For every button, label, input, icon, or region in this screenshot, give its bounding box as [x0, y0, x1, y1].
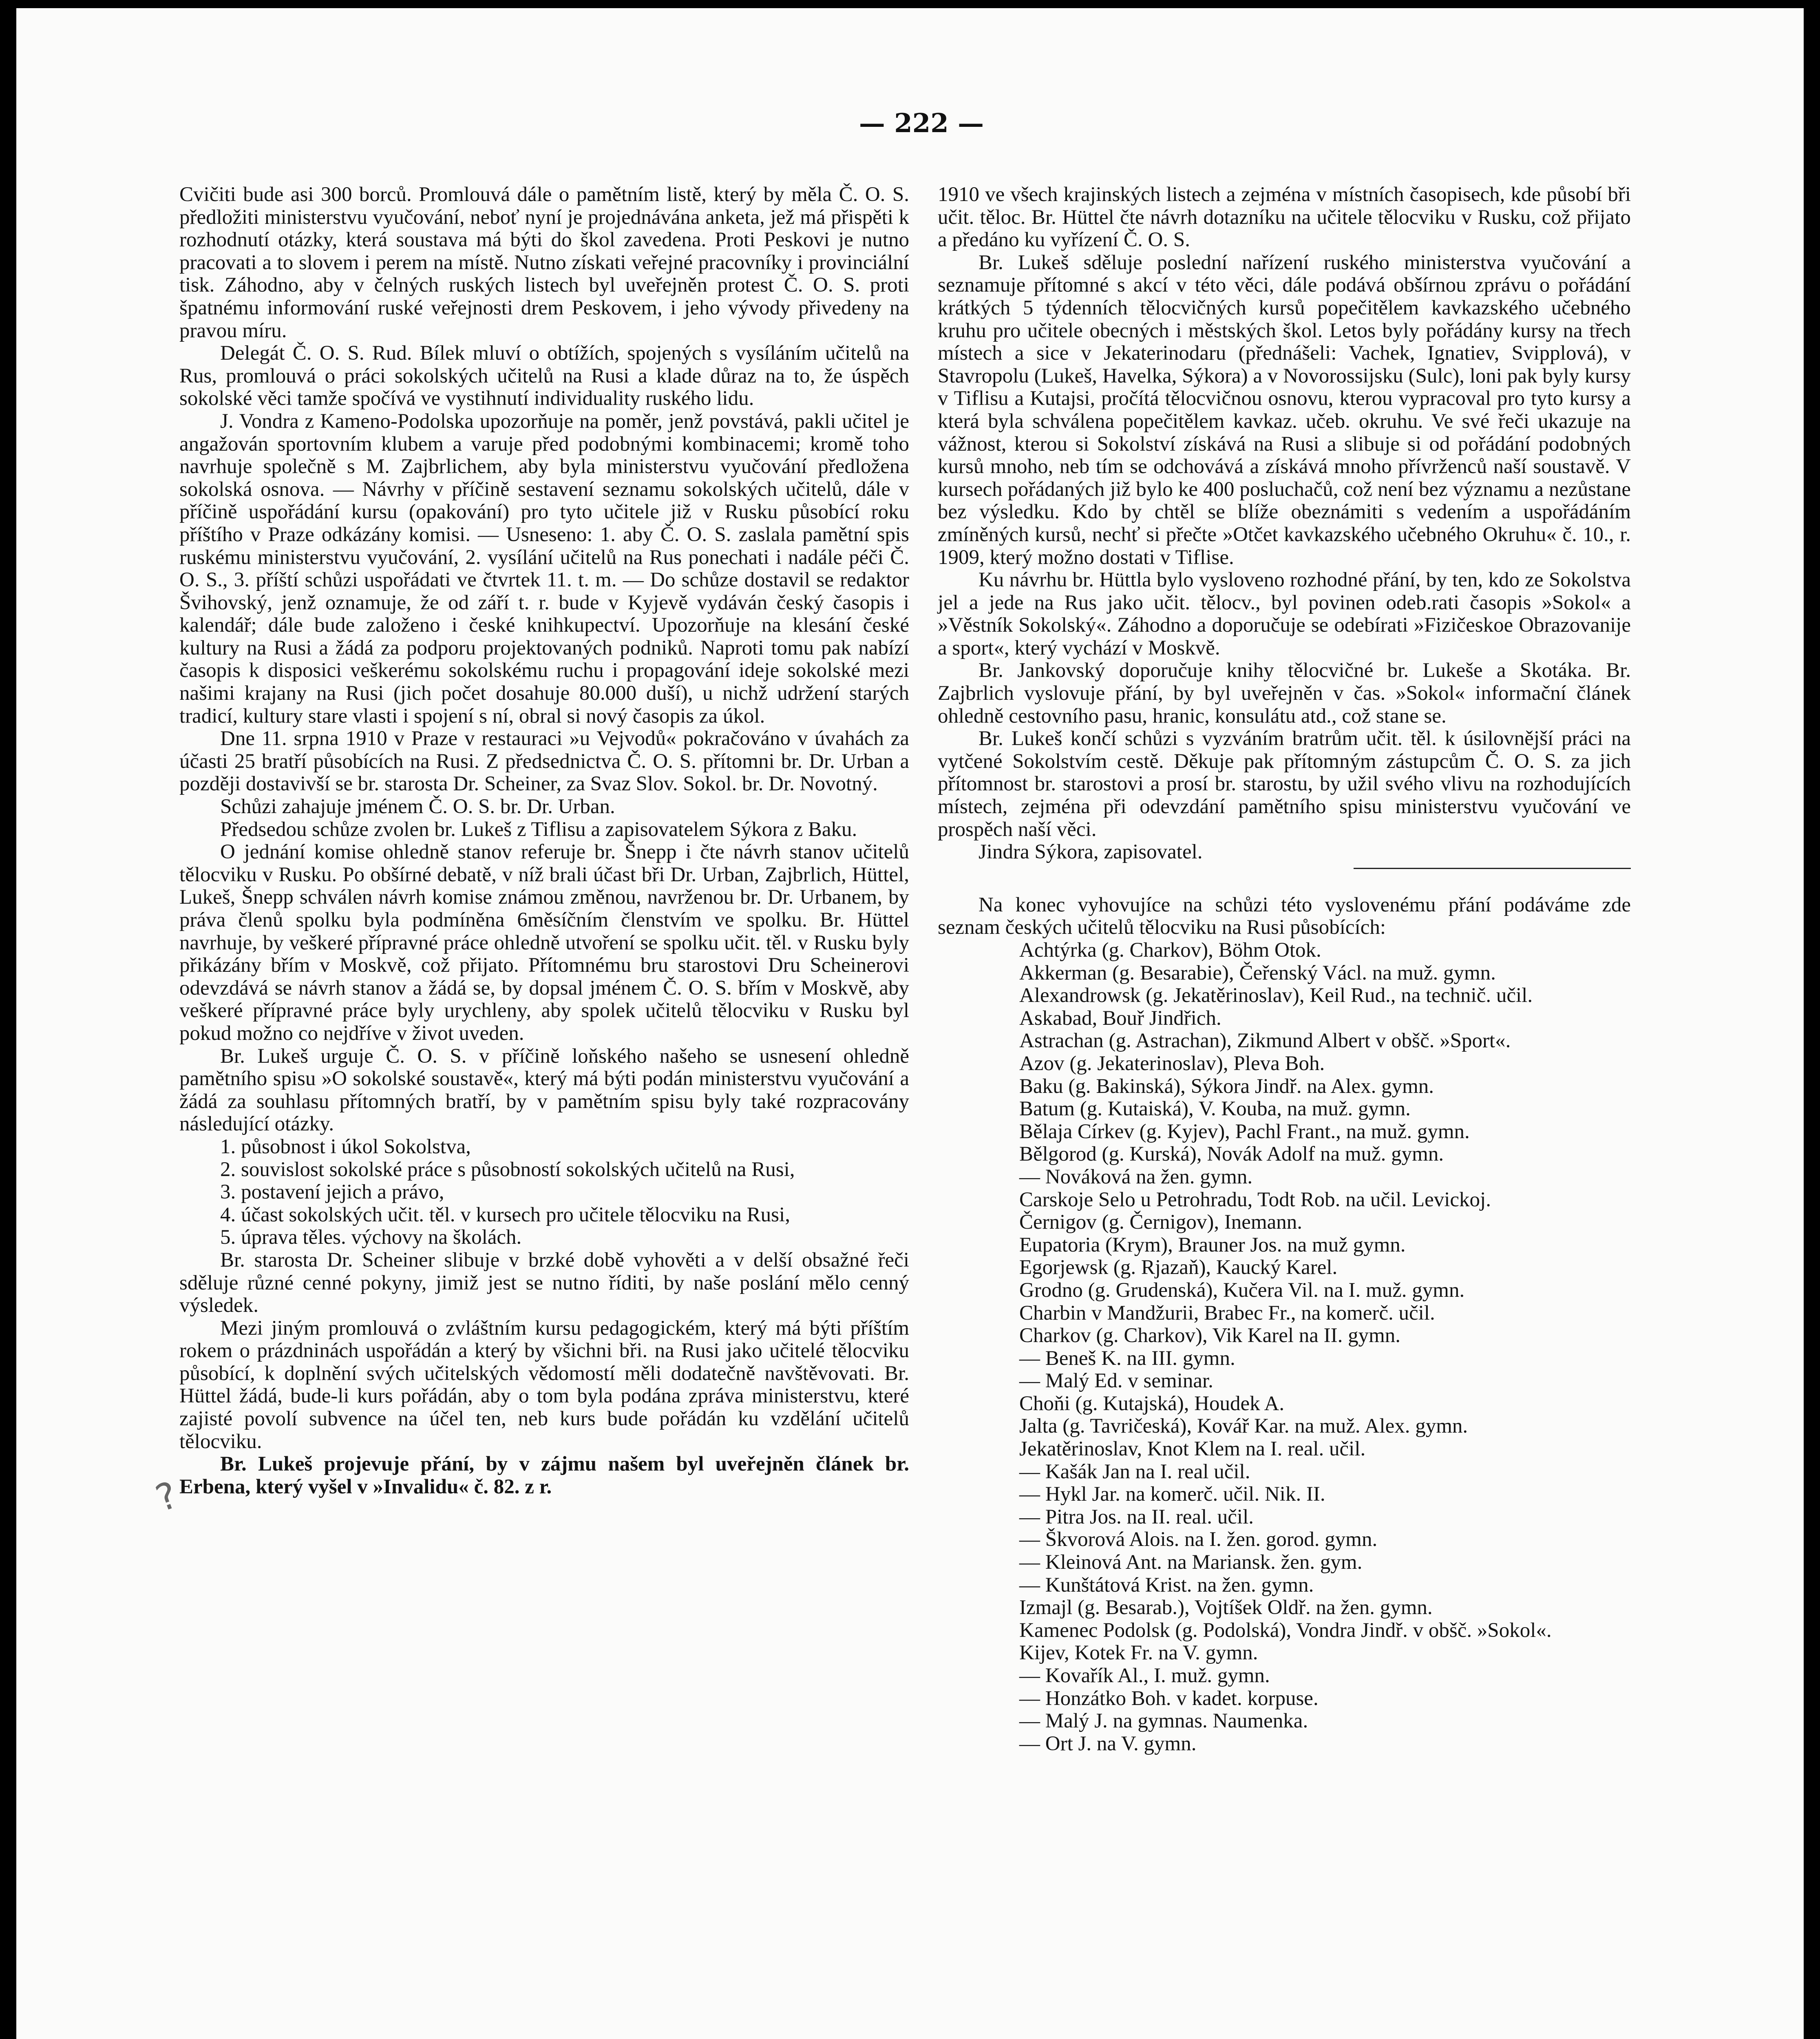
- list-item: — Škvorová Alois. na I. žen. gorod. gymn.: [1019, 1528, 1378, 1551]
- paragraph: Ku návrhu br. Hüttla bylo vysloveno rozhodné přání, by ten, kdo ze Sokolstva jel a jede na Rus jako učit. tělocv., byl povinen odeb.rati časopis »Sokol« a »Věstník Sokolský«. Záhodno a doporučuje se odebírati »Fizičeskoe Obrazovanije a sport«, který vychází v Moskvě.: [938, 568, 1631, 659]
- list-item: Egorjewsk (g. Rjazaň), Kaucký Karel.: [1019, 1256, 1338, 1279]
- paragraph: J. Vondra z Kameno-Podolska upozorňuje na poměr, jenž povstává, pakli učitel je angažován sportovním klubem a varuje před podobnými kombinacemi; kromě toho navrhuje společně s M. Zajbrlichem, aby byla ministerstvu vyučování předložena sokolská osnova. — Návrhy v příčině sestavení seznamu sokolských učitelů, dále v příčině uspořádání kursu (opakování) pro tyto učitele již v Rusku působící roku příštího v Praze odkázány komisi. — Usneseno: 1. aby Č. O. S. zaslala pamětní spis ruskému ministerstvu vyučování, 2. vysílání učitelů na Rus ponechati i nadále péči Č. O. S., 3. příští schůzi uspořádati ve čtvrtek 11. t. m. — Do schůze dostavil se redaktor Švihovský, jenž oznamuje, že od září t. r. bude v Kyjevě vydáván český časopis i kalendář; dále bude založeno i české knihkupectví. Upozorňuje na klesání české kultury na Rusi a žádá za podporu projektovaných podniků. Naproti tomu pak nabízí časopis k disposici veškerému sokolskému ruchu i propagování ideje sokolské mezi našimi krajany na Rusi (jich počet dosahuje 80.000 duší), u nichž udržení starých tradicí, kultury stare vlasti i spojení s ní, obral si nový časopis za úkol.: [179, 409, 909, 728]
- list-item: Izmajl (g. Besarab.), Vojtíšek Oldř. na žen. gymn.: [1019, 1596, 1433, 1619]
- list-item: — Ort J. na V. gymn.: [1019, 1732, 1197, 1755]
- list-item: Askabad, Bouř Jindřich.: [1019, 1006, 1221, 1030]
- list-item: Akkerman (g. Besarabie), Čeřenský Václ. na muž. gymn.: [1019, 961, 1496, 984]
- left-column: [179, 184, 909, 1498]
- list-item: Jalta (g. Tavričeská), Kovář Kar. na muž. Alex. gymn.: [1019, 1415, 1468, 1438]
- list-intro: Na konec vyhovujíce na schůzi této vyslovenému přání podáváme zde seznam českých učitelů tělocviku na Rusi působících:: [938, 893, 1631, 939]
- list-item: Černigov (g. Černigov), Inemann.: [1019, 1211, 1303, 1234]
- paragraph: Schůzi zahajuje jménem Č. O. S. br. Dr. Urban.: [220, 795, 615, 818]
- list-item: Kijev, Kotek Fr. na V. gymn.: [1019, 1641, 1258, 1665]
- scan-border-right: [1804, 0, 1820, 2039]
- list-item: — Malý J. na gymnas. Naumenka.: [1019, 1709, 1308, 1733]
- paragraph: Br. Lukeš urguje Č. O. S. v příčině loňského našeho se usnesení ohledně pamětního spisu »O sokolské soustavě«, který má býti podán ministerstvu vyučování a žádá za souhlasu přítomných bratří, by v pamětním spisu byly také rozpracovány následující otázky.: [179, 1044, 909, 1136]
- numbered-point: 1. působnost i úkol Sokolstva,: [220, 1135, 471, 1158]
- paragraph: Br. Lukeš končí schůzi s vyzváním bratrům učit. těl. k úsilovnější práci na vytčené Sokolstvím cestě. Děkuje pak přítomným zástupcům Č. O. S. za jich přítomnost br. starostovi a prosí br. starostu, by užil svého vlivu na rozhodujících místech, zejména při odevzdání pamětního spisu ministerstvu vyučování ve prospěch naší věci.: [938, 727, 1631, 841]
- list-item: — Pitra Jos. na II. real. učil.: [1019, 1505, 1254, 1528]
- page-number: — 222 —: [859, 108, 984, 139]
- list-item: — Kovařík Al., I. muž. gymn.: [1019, 1664, 1270, 1687]
- teacher-list: [938, 939, 1631, 1755]
- list-item: Achtýrka (g. Charkov), Böhm Otok.: [1019, 939, 1321, 962]
- list-item: Azov (g. Jekaterinoslav), Pleva Boh.: [1019, 1052, 1325, 1075]
- list-item: Charkov (g. Charkov), Vik Karel na II. gymn.: [1019, 1324, 1401, 1347]
- paragraph: Delegát Č. O. S. Rud. Bílek mluví o obtížích, spojených s vysíláním učitelů na Rus, promlouvá o práci sokolských učitelů na Rusi a klade důraz na to, že úspěch sokolské věci tamže spočívá ve vystihnutí individuality ruského lidu.: [179, 342, 909, 410]
- list-item: Jekatěrinoslav, Knot Klem na I. real. učil.: [1019, 1437, 1366, 1461]
- list-item: Eupatoria (Krym), Brauner Jos. na muž gymn.: [1019, 1233, 1406, 1256]
- list-item: Carskoje Selo u Petrohradu, Todt Rob. na učil. Levickoj.: [1019, 1188, 1491, 1211]
- numbered-point: 5. úprava těles. výchovy na školách.: [220, 1226, 522, 1249]
- scanned-page: [16, 8, 1804, 2039]
- paragraph: O jednání komise ohledně stanov referuje br. Šnepp i čte návrh stanov učitelů tělocviku v Rusku. Po obšírné debatě, v níž brali účast bři Dr. Urban, Zajbrlich, Hüttel, Lukeš, Šnepp schválen návrh komise známou změnou, navrženou br. Dr. Urbanem, by práva členů spolku byla podmíněna 6měsíčním členstvím ve spolku. Br. Hüttel navrhuje, by veškeré přípravné práce ohledně utvoření se spolku učit. těl. v Rusku byly přikázány břím v Moskvě, což přijato. Přítomnému bru starostovi Dru Scheinerovi odevzdává se návrh stanov a žádá se, by dopsal jménem Č. O. S. břím v Moskvě, aby veškeré přípravné práce byly urychleny, aby spolek učitelů tělocviku v Rusku byl pokud možno co nejdříve v život uveden.: [179, 840, 909, 1045]
- list-item: — Honzátko Boh. v kadet. korpuse.: [1019, 1687, 1319, 1710]
- list-item: Bělgorod (g. Kurská), Novák Adolf na muž. gymn.: [1019, 1143, 1444, 1166]
- handwritten-margin-mark: ?: [150, 1473, 183, 1521]
- signature-underline: [1354, 868, 1631, 869]
- paragraph: Br. starosta Dr. Scheiner slibuje v brzké době vyhověti a v delší obsažné řeči sděluje různé cenné pokyny, jimiž jest se nutno říditi, by naše poslání mělo cenný výsledek.: [179, 1248, 909, 1317]
- list-item: — Kunštátová Krist. na žen. gymn.: [1019, 1573, 1314, 1597]
- paragraph: Br. Lukeš sděluje poslední nařízení ruského ministerstva vyučování a seznamuje přítomné s akcí v této věci, dále podává obšírnou zprávu o pořádání krátkých 5 týdenních tělocvičných kursů popečitělem kavkazského učebného kruhu pro učitele obecných i městských škol. Letos byly pořádány kursy na třech místech a sice v Jekaterinodaru (přednášeli: Vachek, Ignatiev, Svipplová), v Stavropolu (Lukeš, Havelka, Sýkora) a v Novorossijsku (Sulc), loni pak byly kursy v Tiflisu a Kutajsi, pročítá tělocvičnou osnovu, kterou vypracoval pro tyto kursy a která byla schválena popečitělem kavkaz. učeb. okruhu. Ve své řeči ukazuje na vážnost, kterou si Sokolství získává na Rusi a slibuje si od pořádání podobných kursů mnoho, neb tím se odchovává a získává mnoho přívrženců naší soustavě. V kursech pořádaných již bylo ke 400 posluchačů, což není bez významu a nezůstane bez výsledku. Kdo by chtěl se blíže obeznámiti s vedením a uspořádáním zmíněných kursů, nechť si přečte »Otčet kavkazského učebného Okruhu« č. 10., r. 1909, který možno dostati v Tiflise.: [938, 251, 1631, 569]
- numbered-point: 4. účast sokolských učit. těl. v kursech pro učitele tělocviku na Rusi,: [220, 1203, 790, 1226]
- list-item: Astrachan (g. Astrachan), Zikmund Albert v obšč. »Sport«.: [1019, 1029, 1511, 1053]
- list-item: Grodno (g. Grudenská), Kučera Vil. na I. muž. gymn.: [1019, 1278, 1465, 1302]
- paragraph: Dne 11. srpna 1910 v Praze v restauraci »u Vejvodů« pokračováno v úvahách za účasti 25 bratří působících na Rusi. Z předsednictva Č. O. S. přítomni br. Dr. Urban a později dostavivší se br. starosta Dr. Scheiner, za Svaz Slov. Sokol. br. Dr. Novotný.: [179, 727, 909, 796]
- list-item: Bělaja Církev (g. Kyjev), Pachl Frant., na muž. gymn.: [1019, 1120, 1470, 1143]
- paragraph: Cvičiti bude asi 300 borců. Promlouvá dále o pamětním listě, který by měla Č. O. S. předložiti ministerstvu vyučování, neboť nyní je projednávána anketa, jež má přispěti k rozhodnutí otázky, která soustava má býti do škol zavedena. Proti Peskovi je nutno pracovati a to slovem i perem na místě. Nutno získati veřejné pracovníky i provinciální tisk. Záhodno, aby v čelných ruských listech byl uveřejněn protest Č. O. S. proti špatnému informování ruské veřejnosti drem Peskovem, i jeho vývody přivedeny na pravou míru.: [179, 183, 909, 342]
- bold-paragraph: Br. Lukeš projevuje přání, by v zájmu našem byl uveřejněn článek br. Erbena, který vyšel v »Invalidu« č. 82. z r.: [179, 1453, 909, 1498]
- list-item: — Nováková na žen. gymn.: [1019, 1165, 1253, 1188]
- paragraph: Mezi jiným promlouvá o zvláštním kursu pedagogickém, který má býti příštím rokem o prázdninách uspořádán a který by všichni bři. na Rusi jako učitelé tělocviku působící, k doplnění svých učitelských vědomostí měli dodatečně navštěvovati. Br. Hüttel žádá, bude-li kurs pořádán, aby o tom byla podána zpráva ministerstvu, které zajisté povolí subvence na účel ten, neb kurs bude pořádán ku vzdělání učitelů tělocviku.: [179, 1316, 909, 1453]
- list-item: — Beneš K. na III. gymn.: [1019, 1347, 1235, 1370]
- paragraph: Předsedou schůze zvolen br. Lukeš z Tiflisu a zapisovatelem Sýkora z Baku.: [220, 818, 857, 841]
- paragraph: Br. Jankovský doporučuje knihy tělocvičné br. Lukeše a Skotáka. Br. Zajbrlich vyslovuje přání, by byl uveřejněn v čas. »Sokol« informační článek ohledně cestovního pasu, hranic, konsulátu atd., což stane se.: [938, 659, 1631, 728]
- list-item: Baku (g. Bakinská), Sýkora Jindř. na Alex. gymn.: [1019, 1075, 1434, 1098]
- list-item: — Kleinová Ant. na Mariansk. žen. gym.: [1019, 1551, 1363, 1574]
- numbered-point: 3. postavení jejich a právo,: [220, 1181, 444, 1204]
- list-item: Charbin v Mandžurii, Brabec Fr., na komerč. učil.: [1019, 1301, 1435, 1325]
- list-item: — Malý Ed. v seminar.: [1019, 1369, 1213, 1393]
- spacer: [938, 871, 1631, 894]
- list-item: Alexandrowsk (g. Jekatěrinoslav), Keil Rud., na technič. učil.: [1019, 984, 1533, 1007]
- list-item: Choňi (g. Kutajská), Houdek A.: [1019, 1392, 1285, 1415]
- list-item: — Hykl Jar. na komerč. učil. Nik. II.: [1019, 1483, 1325, 1506]
- list-item: Batum (g. Kutaiská), V. Kouba, na muž. gymn.: [1019, 1097, 1411, 1121]
- right-column: [938, 184, 1631, 1755]
- paragraph: 1910 ve všech krajinských listech a zejména v místních časopisech, kde působí bři učit. těloc. Br. Hüttel čte návrh dotazníku na učitele tělocviku v Rusku, což přijato a předáno ku vyřízení Č. O. S.: [938, 183, 1631, 252]
- list-item: Kamenec Podolsk (g. Podolská), Vondra Jindř. v obšč. »Sokol«.: [1019, 1619, 1552, 1642]
- list-item: — Kašák Jan na I. real učil.: [1019, 1460, 1250, 1483]
- numbered-point: 2. souvislost sokolské práce s působností sokolských učitelů na Rusi,: [220, 1158, 795, 1181]
- signature: Jindra Sýkora, zapisovatel.: [978, 840, 1203, 864]
